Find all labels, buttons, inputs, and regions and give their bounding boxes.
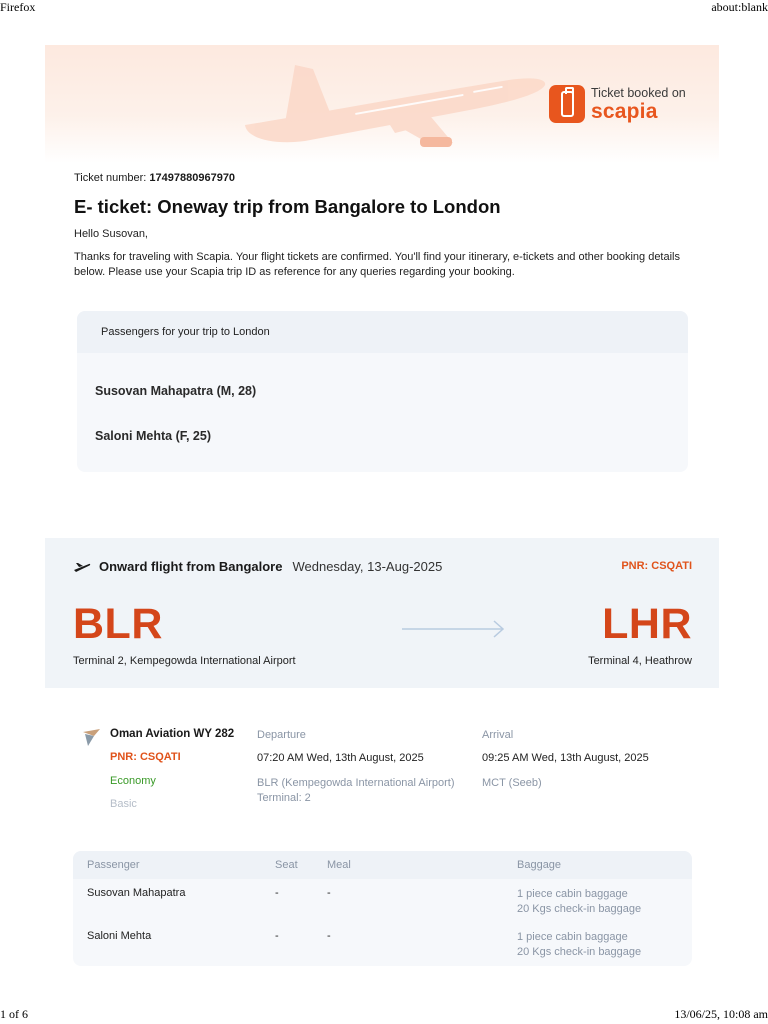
browser-name: Firefox (0, 0, 36, 14)
route-pnr: PNR: CSQATI (621, 560, 692, 572)
checkin-baggage: 20 Kgs check-in baggage (517, 946, 642, 958)
airplane-illustration (235, 55, 565, 163)
row-meal: - (327, 930, 331, 942)
greeting: Hello Susovan, (74, 228, 148, 240)
departure-label: Departure (257, 729, 306, 741)
route-arrow-icon (402, 618, 506, 640)
intro-text: Thanks for traveling with Scapia. Your flight tickets are confirmed. You'll find your itinerary, e-tickets and other booking details below. Please use your Scapia trip ID as reference for any queries regarding your booking. (74, 251, 680, 278)
print-footer (0, 1008, 768, 1024)
airline-name: Oman Aviation WY 282 (110, 728, 235, 740)
page-title: E- ticket: Oneway trip from Bangalore to London (74, 196, 501, 217)
cabin-baggage: 1 piece cabin baggage (517, 888, 628, 900)
passengers-heading: Passengers for your trip to London (77, 311, 688, 353)
row-passenger: Saloni Mehta (87, 930, 152, 942)
route-title-text: Onward flight from Bangalore (99, 559, 283, 574)
page-count: 1 of 6 (0, 1007, 28, 1021)
route-summary (45, 538, 719, 688)
row-passenger: Susovan Mahapatra (87, 887, 186, 899)
origin-code: BLR (73, 600, 163, 648)
ticket-number-value: 17497880967970 (149, 172, 236, 184)
row-baggage (517, 887, 641, 917)
cabin-class: Economy (110, 775, 156, 787)
origin-terminal: Terminal 2, Kempegowda International Airport (73, 655, 296, 667)
row-meal: - (327, 887, 331, 899)
route-date: Wednesday, 13-Aug-2025 (292, 559, 443, 574)
col-meal: Meal (327, 859, 351, 871)
row-baggage (517, 930, 641, 960)
destination-code: LHR (602, 600, 692, 648)
col-passenger: Passenger (87, 859, 140, 871)
row-seat: - (275, 930, 279, 942)
ticket-number (74, 172, 235, 184)
print-header (0, 0, 768, 16)
scapia-brand (549, 85, 686, 123)
destination-terminal: Terminal 4, Heathrow (588, 655, 692, 667)
row-seat: - (275, 887, 279, 899)
print-timestamp: 13/06/25, 10:08 am (674, 1007, 768, 1021)
luggage-icon (549, 85, 585, 123)
departure-time: 07:20 AM Wed, 13th August, 2025 (257, 752, 424, 764)
route-title (73, 559, 442, 574)
airline-logo-icon (82, 728, 102, 748)
airplane-icon (73, 561, 91, 573)
arrival-label: Arrival (482, 729, 514, 741)
checkin-baggage: 20 Kgs check-in baggage (517, 903, 642, 915)
flight-segment (82, 726, 702, 826)
departure-airport: BLR (Kempegowda International Airport) Terminal: 2 (257, 777, 455, 804)
segment-pnr: PNR: CSQATI (110, 751, 181, 763)
brand-name: scapia (591, 99, 658, 123)
passengers-card (77, 311, 688, 472)
arrival-time: 09:25 AM Wed, 13th August, 2025 (482, 752, 649, 764)
passenger-item: Susovan Mahapatra (M, 28) (95, 384, 257, 398)
col-seat: Seat (275, 859, 298, 871)
fare-type: Basic (110, 798, 137, 810)
baggage-table-header (73, 851, 692, 879)
ticket-number-label: Ticket number: (74, 172, 147, 184)
passenger-item: Saloni Mehta (F, 25) (95, 429, 211, 443)
baggage-table (73, 851, 692, 966)
col-baggage: Baggage (517, 859, 562, 871)
hero-banner (45, 45, 719, 163)
cabin-baggage: 1 piece cabin baggage (517, 931, 628, 943)
brand-tagline: Ticket booked on (591, 85, 686, 100)
arrival-airport: MCT (Seeb) (482, 777, 542, 789)
page-url: about:blank (711, 0, 768, 14)
